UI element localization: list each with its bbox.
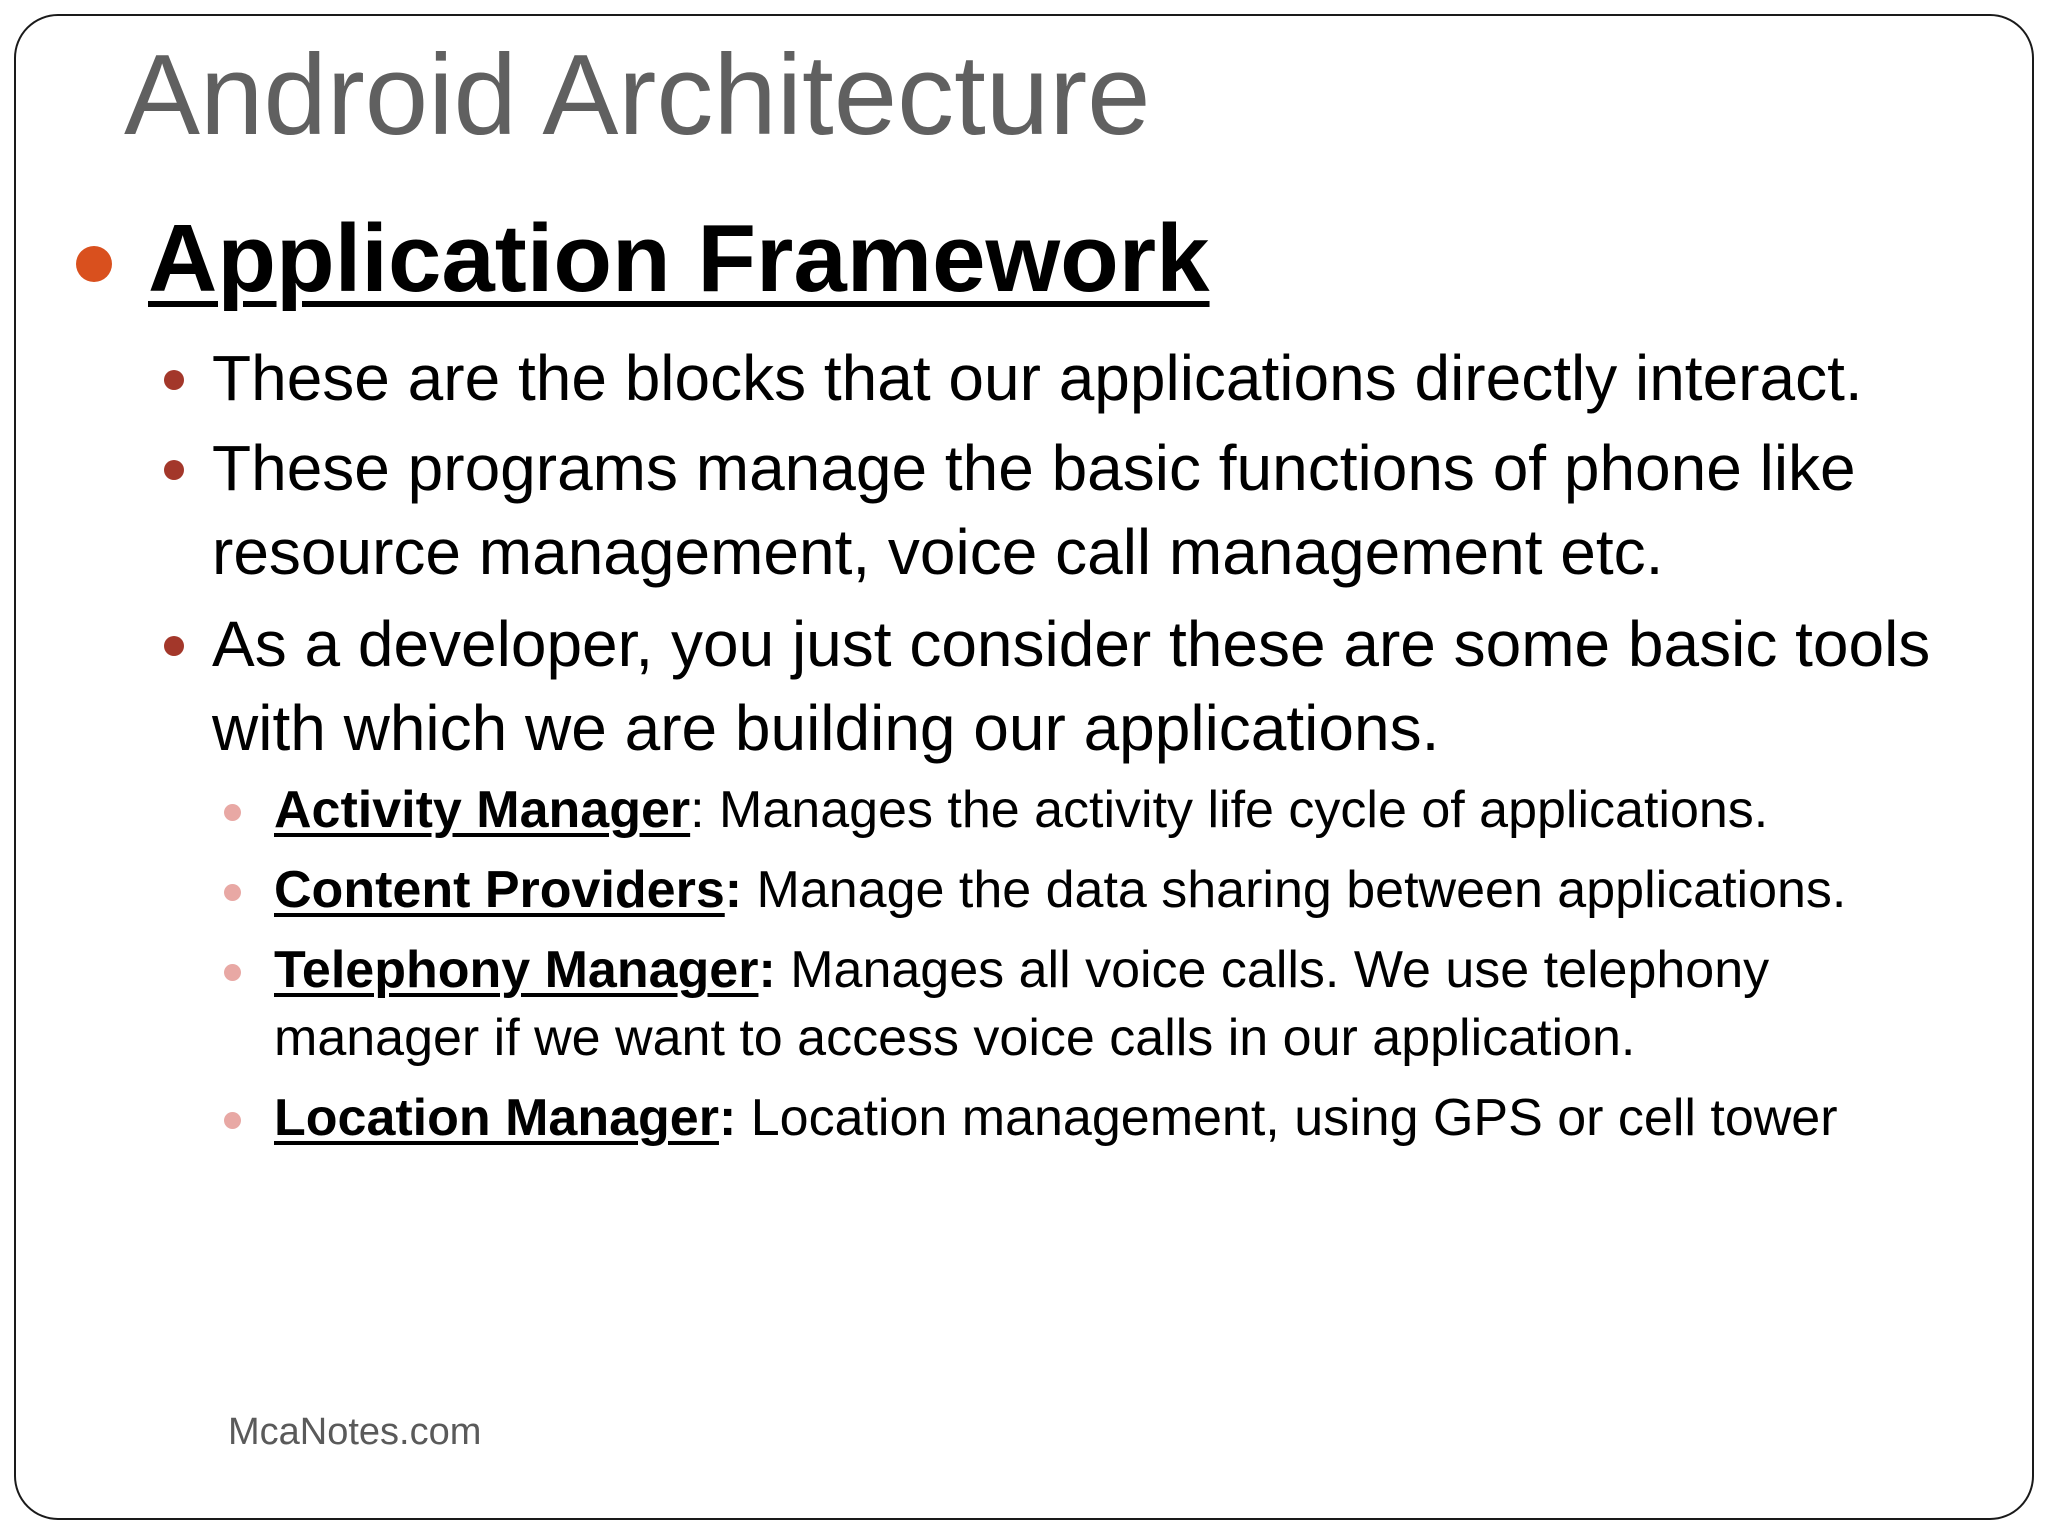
- term-separator: :: [718, 1089, 737, 1147]
- sub-bullet-text: [274, 936, 1954, 1072]
- bullet-icon: [164, 460, 184, 480]
- bullet-text: These programs manage the basic functions of phone like resource management, voice call management etc.: [212, 432, 1856, 588]
- term-location-manager: Location Manager: [274, 1089, 719, 1147]
- bullet-icon: [164, 370, 184, 390]
- term-description: Location management, using GPS or cell tower: [736, 1089, 1838, 1147]
- sub-bullet-item: [212, 856, 2022, 924]
- term-separator: :: [690, 781, 705, 839]
- bullet-item: [154, 336, 2024, 420]
- heading-bullet-icon: [76, 246, 112, 282]
- bullet-text: These are the blocks that our applications directly interact.: [212, 342, 1863, 414]
- term-content-providers: Content Providers: [274, 861, 725, 919]
- section-heading: Application Framework: [148, 205, 1210, 312]
- term-separator: :: [724, 861, 743, 919]
- sub-bullet-item: [212, 776, 2022, 844]
- bullet-icon: [164, 636, 184, 656]
- term-description: Manages the activity life cycle of applications.: [704, 781, 1769, 839]
- sub-bullet-text: [274, 1084, 2022, 1152]
- bullet-text: As a developer, you just consider these are some basic tools with which we are building our applications.: [212, 608, 1931, 764]
- sub-bullet-text: [274, 776, 2022, 844]
- slide-title: Android Architecture: [124, 32, 1151, 159]
- sub-bullet-text: [274, 856, 2022, 924]
- term-description: Manages all voice calls. We use telephony manager if we want to access voice calls in our application.: [274, 941, 1770, 1067]
- slide: [14, 14, 2034, 1520]
- term-separator: :: [758, 941, 776, 999]
- sub-bullet-icon: [224, 884, 241, 901]
- bullet-item: [154, 602, 2034, 770]
- term-activity-manager: Activity Manager: [274, 781, 691, 839]
- sub-bullet-icon: [224, 964, 241, 981]
- bullet-item: [154, 426, 2048, 594]
- sub-bullet-item: [212, 1084, 2022, 1152]
- term-telephony-manager: Telephony Manager: [274, 941, 759, 999]
- sub-bullet-icon: [224, 804, 241, 821]
- term-description: Manage the data sharing between applications.: [742, 861, 1847, 919]
- sub-bullet-item: [212, 936, 2022, 1072]
- footer-source: McaNotes.com: [228, 1411, 482, 1453]
- sub-bullet-icon: [224, 1112, 241, 1129]
